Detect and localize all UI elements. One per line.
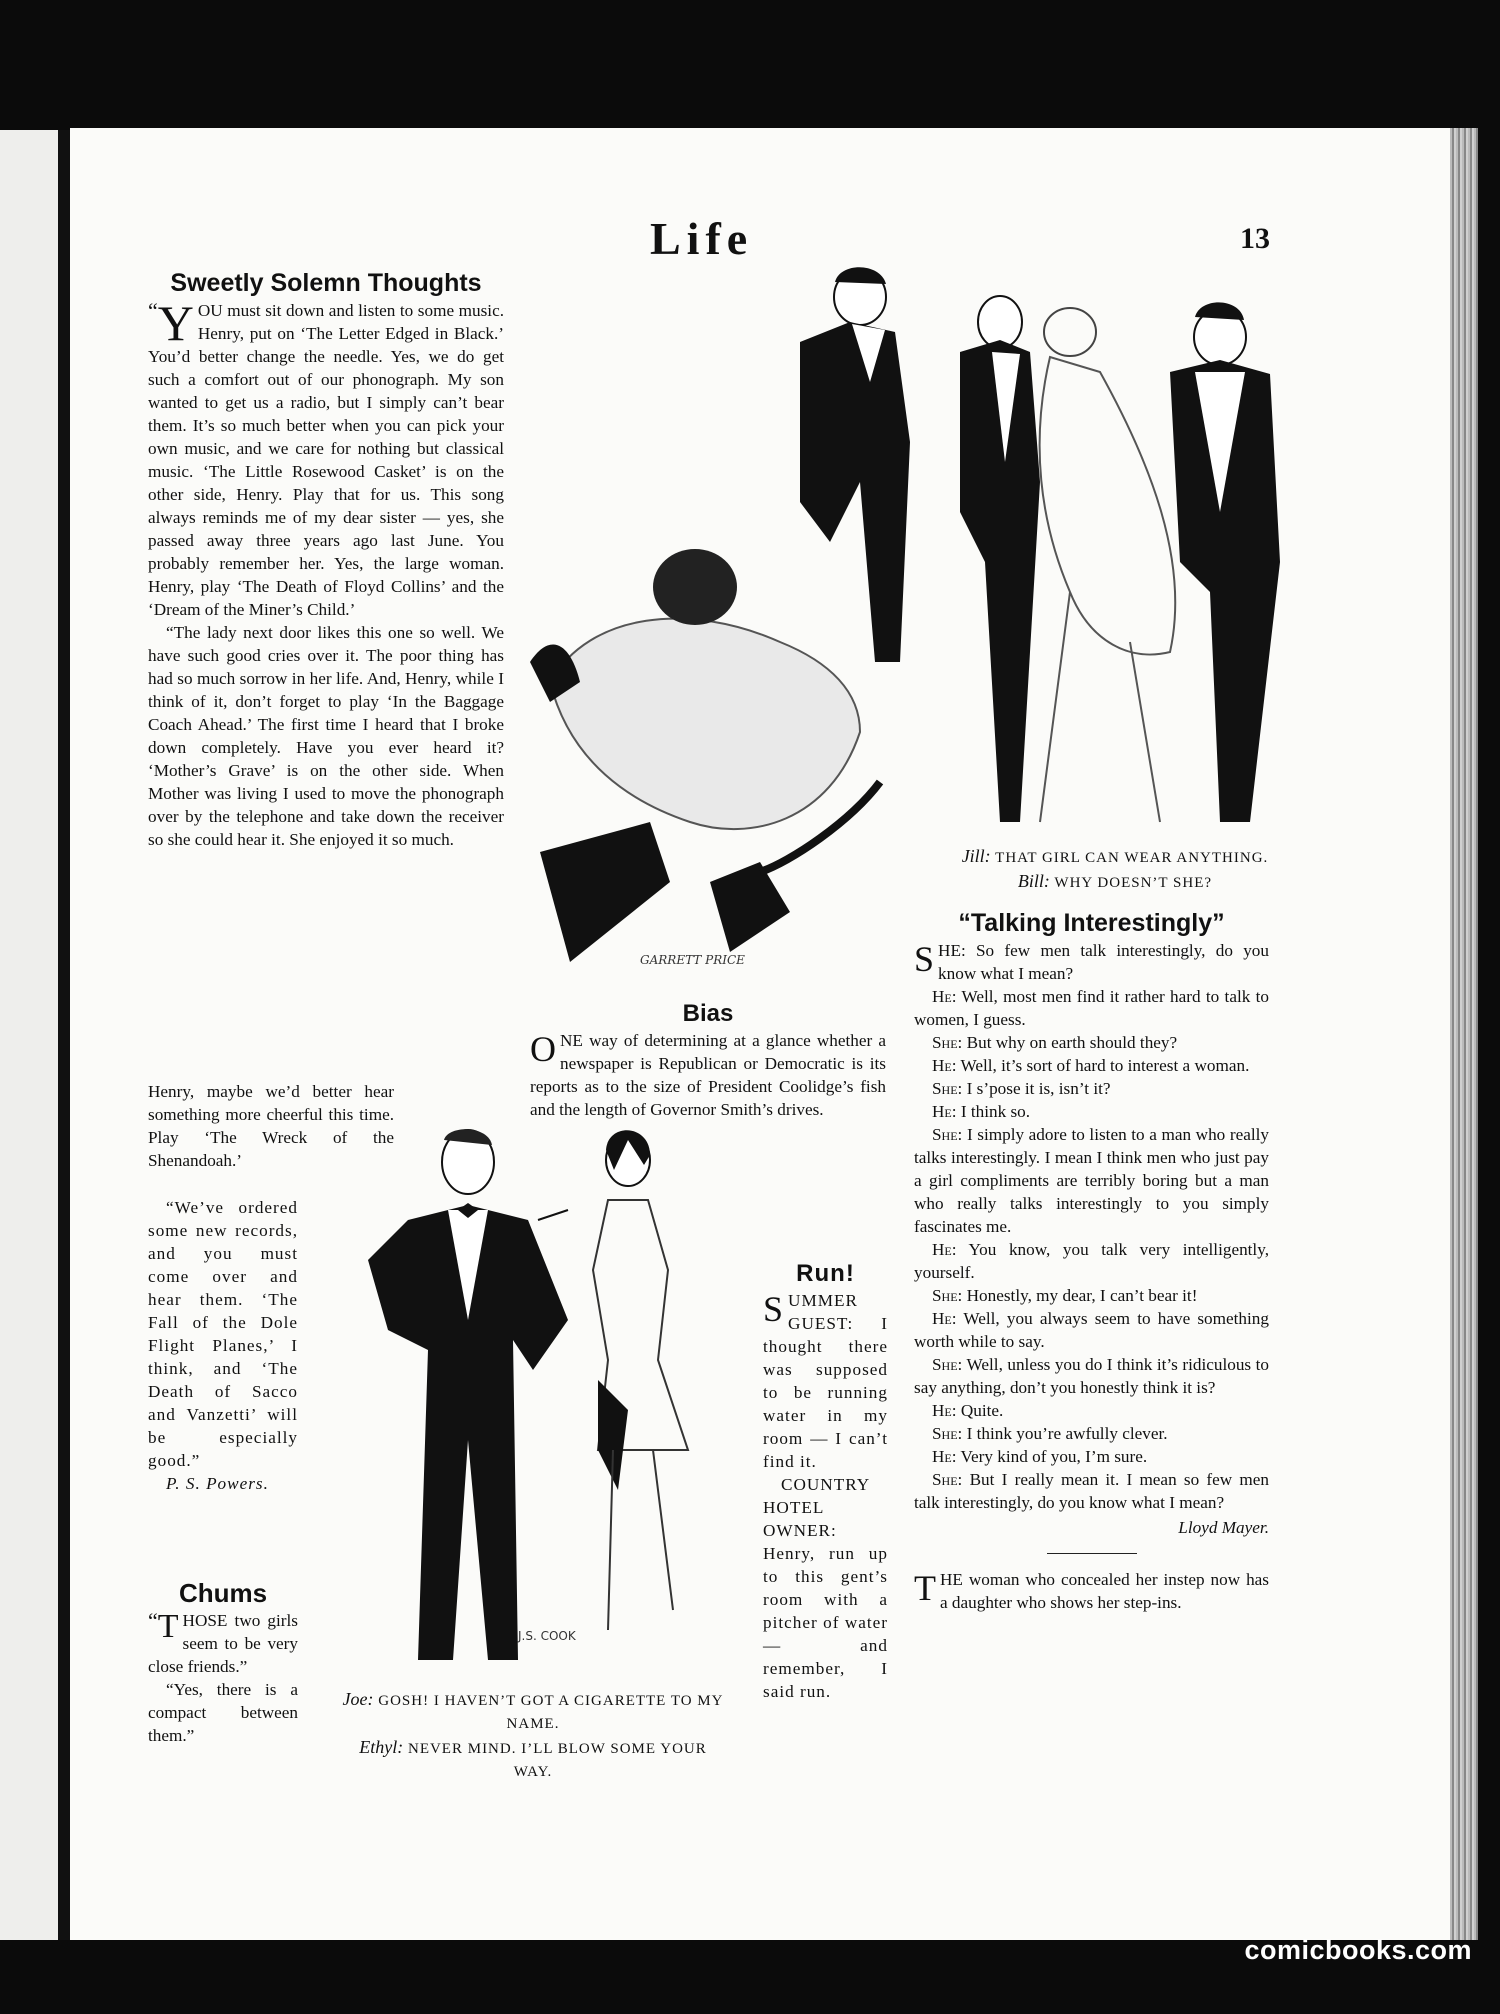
sweetly-solemn-paragraph-2: “The lady next door likes this one so well. We have such good cries over it. The poor thing has had so much sorrow in her life. And, Henry, while I think of it, don’t forget to play ‘In the Baggage Coach Ahead.’ The first time I heard that I broke down completely. Have you ever heard it? ‘Mother’s Grave’ is on the other side. When Mother was living I used to move the phonograph over by the telephone and take down the receiver so she could hear it. She enjoyed it so much. — [148, 623, 504, 849]
dropcap-s: S — [763, 1289, 785, 1329]
speaker: She: — [932, 1424, 963, 1443]
talking-line-2 — [914, 1031, 1269, 1054]
open-quote: “ — [148, 1608, 158, 1633]
talking-interestingly-article — [914, 909, 1270, 1614]
dialogue: Very kind of you, I’m sure. — [960, 1447, 1148, 1466]
dialogue: Well, most men find it rather hard to talk to women, I guess. — [914, 987, 1269, 1029]
sweetly-solemn-heading: Sweetly Solemn Thoughts — [170, 269, 482, 297]
chums-heading: Chums — [178, 1578, 268, 1608]
speaker: She: — [932, 1470, 963, 1489]
run-paragraph-1 — [763, 1289, 888, 1473]
speaker: He: — [932, 1102, 957, 1121]
sweetly-solemn-paragraph-1 — [148, 295, 504, 621]
dialogue: You know, you talk very intelligently, yourself. — [914, 1240, 1269, 1282]
speaker: He: — [932, 1401, 957, 1420]
instep-paragraph — [914, 1568, 1269, 1614]
dialogue: I simply adore to listen to a man who really talks interestingly. I mean I think men who just pay a girl compliments are terribly boring but a man who really talks interestingly to you simply fascinates me. — [914, 1125, 1270, 1236]
dialogue: Well, you always seem to have something worth while to say. — [914, 1309, 1269, 1351]
chums-paragraph-2: “Yes, there is a compact between them.” — [148, 1680, 298, 1745]
chums-article — [148, 1578, 298, 1747]
watermark: comicbooks.com — [1244, 1935, 1472, 1965]
sweetly-solemn-paragraph-3: “We’ve ordered some new records, and you must come over and hear them. ‘The Fall of the Dole Flight Planes,’ I think, and ‘The Death of Sacco and Vanzetti’ will be especially good.” — [148, 1198, 298, 1470]
talking-line-9 — [914, 1307, 1269, 1353]
dialogue: Well, unless you do I think it’s ridiculous to say anything, don’t you honestly think it is? — [914, 1355, 1269, 1397]
bottom-cartoon-illustration — [328, 1110, 748, 1680]
run-article — [763, 1262, 888, 1703]
talking-line-7 — [914, 1238, 1269, 1284]
talking-line-5 — [914, 1100, 1269, 1123]
caption-speaker-joe: Joe: — [342, 1689, 374, 1709]
speaker: HE: — [938, 941, 966, 960]
talking-line-6 — [914, 1123, 1269, 1238]
sweetly-solemn-continued-2 — [148, 1196, 298, 1495]
previous-page-edge — [0, 130, 62, 1940]
dropcap-s: S — [914, 939, 935, 979]
bottom-cartoon-caption — [338, 1688, 728, 1784]
talking-line-13 — [914, 1445, 1269, 1468]
speaker: He: — [932, 987, 957, 1006]
dialogue: I s’pose it is, isn’t it? — [966, 1079, 1111, 1098]
instep-text: HE woman who concealed her instep now has a daughter who shows her step-ins. — [940, 1570, 1269, 1612]
page-gutter — [58, 130, 70, 1940]
top-cartoon-caption — [915, 845, 1315, 895]
masthead-title: Life — [650, 213, 754, 264]
dialogue: I think you’re awfully clever. — [966, 1424, 1168, 1443]
sweetly-solemn-article — [148, 269, 504, 851]
bias-article — [530, 1002, 886, 1121]
talking-heading: “Talking Interestingly” — [958, 909, 1225, 937]
dialogue: But why on earth should they? — [966, 1033, 1178, 1052]
speaker: She: — [932, 1355, 963, 1374]
caption-speaker-ethyl: Ethyl: — [359, 1737, 404, 1757]
run-heading: Run! — [796, 1260, 855, 1287]
dialogue: Quite. — [960, 1401, 1004, 1420]
bias-text: NE way of determining at a glance whether a newspaper is Republican or Democratic is its reports as to the size of President Coolidge’s fish and the length of Governor Smith’s drives. — [530, 1031, 886, 1119]
talking-line-3 — [914, 1054, 1269, 1077]
speaker: He: — [932, 1447, 957, 1466]
dropcap-o: O — [530, 1029, 556, 1069]
talking-line-0 — [914, 939, 1269, 985]
open-quote: “ — [148, 298, 158, 323]
speaker: She: — [932, 1286, 963, 1305]
talking-line-11 — [914, 1399, 1269, 1422]
talking-line-14 — [914, 1468, 1269, 1514]
caption-text-1: THAT GIRL CAN WEAR ANYTHING. — [995, 850, 1269, 866]
run-p1-text: UMMER GUEST: I thought there was supposed to be running water in my room — I can’t find it. — [763, 1291, 888, 1471]
caption-text-1: GOSH! I HAVEN’T GOT A CIGARETTE TO MY NAME. — [378, 1693, 724, 1732]
caption-line-2 — [915, 870, 1315, 895]
caption-speaker-bill: Bill: — [1017, 871, 1050, 891]
dialogue: But I really mean it. I mean so few men talk interestingly, do you know what I mean? — [914, 1470, 1269, 1512]
page-number: 13 — [1240, 222, 1270, 255]
dropcap-t: T — [157, 1608, 179, 1645]
sweetly-solemn-p1-text: OU must sit down and listen to some music. Henry, put on ‘The Letter Edged in Black.’ You’d better change the needle. Yes, we do get such a comfort out of our phonograph. My son wanted to get us a radio, but I simply can’t bear them. It’s so much better when you can pick your own music, and we care for nothing but classical music. ‘The Little Rosewood Casket’ is on the other side, Henry. Play that for us. This song always reminds me of my dear sister — yes, she passed away three years ago last June. You probably remember her. Yes, the large woman. Henry, play ‘The Death of Floyd Collins’ and the ‘Dream of the Miner’s Child.’ — [148, 301, 504, 619]
dialogue: I think so. — [960, 1102, 1031, 1121]
caption-text-2: NEVER MIND. I’LL BLOW SOME YOUR WAY. — [407, 1741, 707, 1780]
speaker: She: — [932, 1033, 963, 1052]
top-cartoon-signature: GARRETT PRICE — [640, 953, 745, 967]
talking-line-8 — [914, 1284, 1269, 1307]
speaker: She: — [932, 1125, 963, 1144]
caption-line-1 — [915, 845, 1315, 870]
section-divider — [1047, 1553, 1137, 1554]
talking-line-10 — [914, 1353, 1269, 1399]
caption-speaker-jill: Jill: — [961, 846, 991, 866]
speaker: He: — [932, 1309, 957, 1328]
caption-line-1 — [338, 1688, 728, 1736]
sweetly-solemn-byline: P. S. Powers. — [166, 1474, 269, 1493]
bias-paragraph — [530, 1029, 886, 1121]
sweetly-solemn-paragraph-2-cont: Henry, maybe we’d better hear something more cheerful this time. Play ‘The Wreck of the Shenandoah.’ — [148, 1082, 394, 1170]
bias-heading: Bias — [682, 1000, 734, 1027]
page-stack-edge — [1450, 128, 1478, 1940]
talking-line-1 — [914, 985, 1269, 1031]
caption-line-2 — [338, 1736, 728, 1784]
bottom-cartoon-signature: J.S. COOK — [518, 1629, 576, 1643]
speaker: He: — [932, 1240, 957, 1259]
run-paragraph-2: COUNTRY HOTEL OWNER: Henry, run up to this gent’s room with a pitcher of water — and remember, I said run. — [763, 1475, 888, 1701]
dialogue: Well, it’s sort of hard to interest a woman. — [960, 1056, 1250, 1075]
speaker: He: — [932, 1056, 957, 1075]
dialogue: So few men talk interestingly, do you know what I mean? — [938, 941, 1269, 983]
talking-byline: Lloyd Mayer. — [1178, 1518, 1269, 1537]
chums-p1-text: HOSE two girls seem to be very close friends.” — [148, 1611, 298, 1676]
caption-text-2: WHY DOESN’T SHE? — [1054, 875, 1213, 891]
talking-line-4 — [914, 1077, 1269, 1100]
speaker: She: — [932, 1079, 963, 1098]
dropcap-t: T — [914, 1568, 936, 1608]
chums-paragraph-1 — [148, 1609, 298, 1678]
dropcap-y: Y — [157, 295, 194, 351]
dialogue: Honestly, my dear, I can’t bear it! — [966, 1286, 1198, 1305]
talking-line-12 — [914, 1422, 1269, 1445]
